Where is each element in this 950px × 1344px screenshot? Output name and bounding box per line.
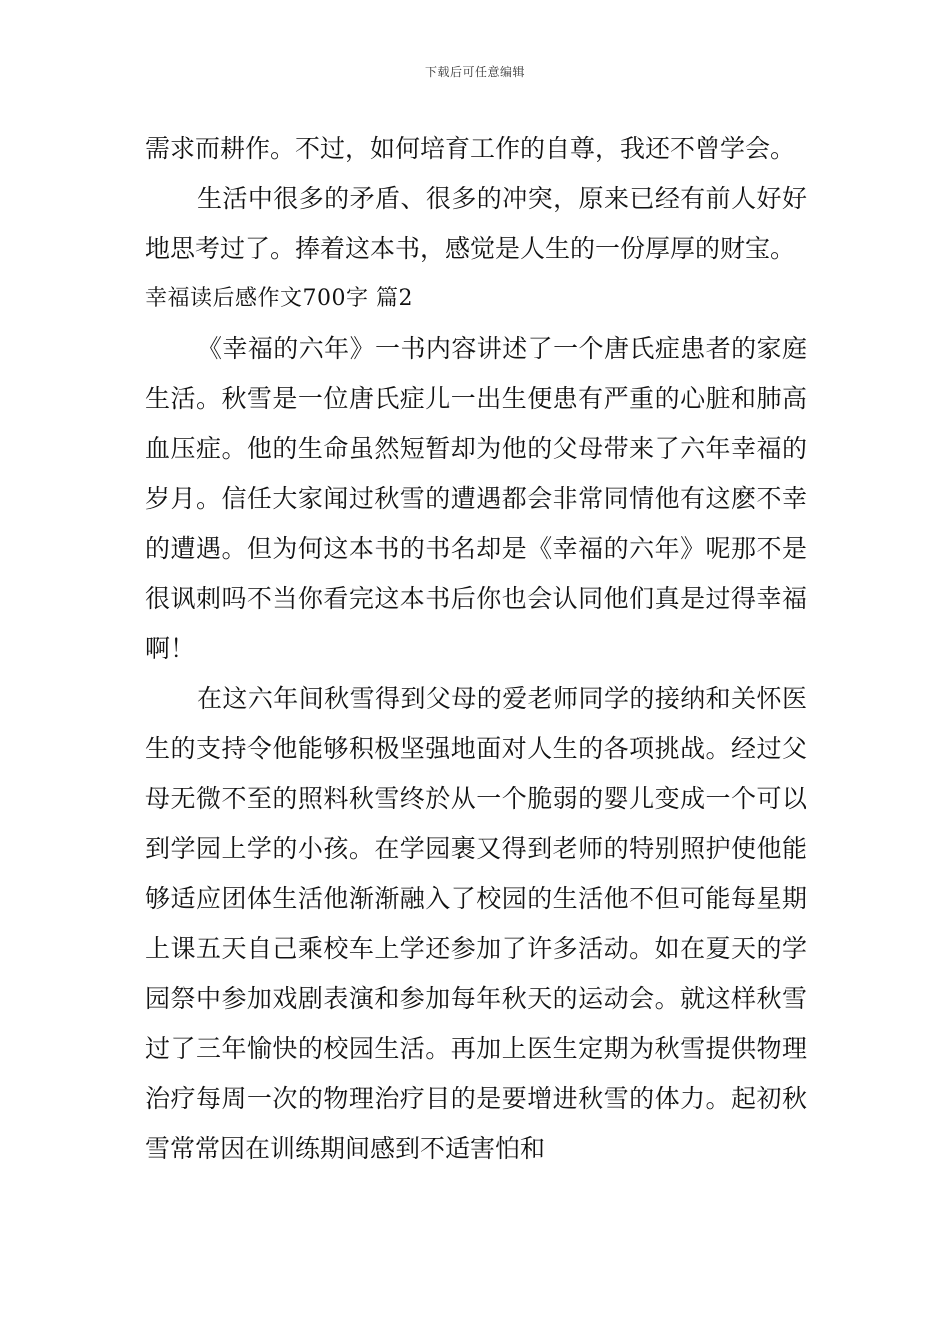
paragraph-six-years: 在这六年间秋雪得到父母的爱老师同学的接纳和关怀医生的支持令他能够积极坚强地面对人生的各项挑战。经过父母无微不至的照料秋雪终於从一个脆弱的婴儿变成一个可以到学园上学的小孩。在学园裹又得到老师的特别照护使他能够适应团体生活他渐渐融入了校园的生活他不但可能每星期上课五天自己乘校车上学还参加了许多活动。如在夏天的学园祭中参加戏剧表演和参加每年秋天的运动会。就这样秋雪过了三年愉快的校园生活。再加上医生定期为秋雪提供物理治疗每周一次的物理治疗目的是要增进秋雪的体力。起初秋雪常常因在训练期间感到不适害怕和 <box>145 684 807 1163</box>
page-header: 下载后可任意编辑 <box>424 65 525 79</box>
section-heading: 幸福读后感作文700字 篇2 <box>145 286 413 311</box>
document-body <box>145 124 807 1174</box>
paragraph-book-intro: 《幸福的六年》一书内容讲述了一个唐氏症患者的家庭生活。秋雪是一位唐氏症儿一出生便患有严重的心脏和肺高血压症。他的生命虽然短暂却为他的父母带来了六年幸福的岁月。信任大家闻过秋雪的遭遇都会非常同情他有这麽不幸的遭遇。但为何这本书的书名却是《幸福的六年》呢那不是很讽刺吗不当你看完这本书后你也会认同他们真是过得幸福啊！ <box>145 334 807 663</box>
paragraph-continuation: 需求而耕作。不过，如何培育工作的自尊，我还不曾学会。 <box>145 134 796 163</box>
paragraph-reflection: 生活中很多的矛盾、很多的冲突，原来已经有前人好好地思考过了。捧着这本书，感觉是人生的一份厚厚的财宝。 <box>145 184 807 263</box>
